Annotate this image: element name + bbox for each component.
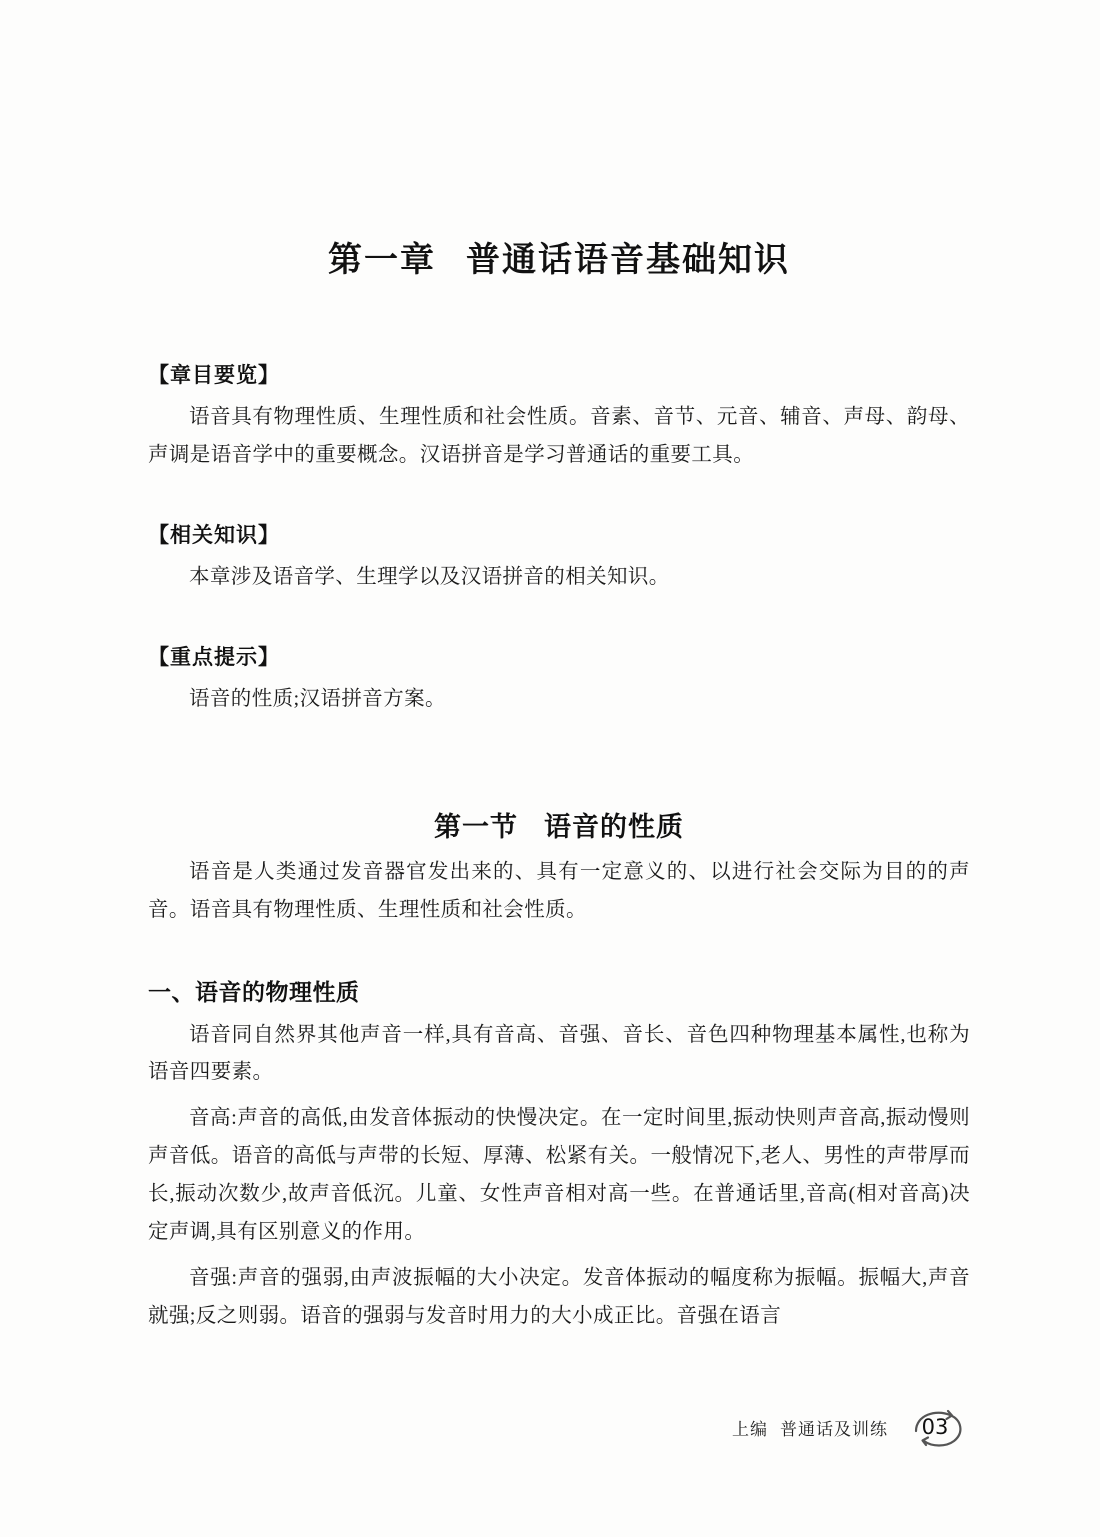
page-footer: [732, 1401, 972, 1453]
paragraph-1: 语音同自然界其他声音一样,具有音高、音强、音长、音色四种物理基本属性,也称为语音四要素。: [148, 1023, 970, 1084]
chapter-title-prefix: 第一章: [328, 240, 436, 280]
key-points-heading: 【重点提示】: [148, 644, 280, 669]
paragraph-3: 音强:声音的强弱,由声波振幅的大小决定。发音体振动的幅度称为振幅。振幅大,声音就强;反之则弱。语音的强弱与发音时用力的大小成正比。音强在语言: [148, 1267, 970, 1327]
chapter-title: [148, 232, 970, 281]
key-points-paragraph: 语音的性质;汉语拼音方案。: [189, 687, 446, 710]
section-lead-paragraph: 语音是人类通过发音器官发出来的、具有一定意义的、以进行社会交际为目的的声音。语音具有物理性质、生理性质和社会性质。: [148, 860, 970, 921]
section-title-main: 语音的性质: [544, 811, 684, 843]
footer-book-label: 普通话及训练: [780, 1419, 888, 1440]
section-title-prefix: 第一节: [434, 811, 518, 843]
chapter-title-main: 普通话语音基础知识: [466, 240, 790, 280]
footer-label: [732, 1415, 888, 1440]
related-knowledge-heading: 【相关知识】: [148, 522, 280, 547]
footer-part-label: 上编: [732, 1419, 768, 1440]
page-number: 03: [921, 1415, 949, 1439]
page-content: [148, 0, 970, 1336]
paragraph-2: 音高:声音的高低,由发音体振动的快慢决定。在一定时间里,振动快则声音高,振动慢则声音低。语音的高低与声带的长短、厚薄、松紧有关。一般情况下,老人、男性的声带厚而长,振动次数少,故声音低沉。儿童、女性声音相对高一些。在普通话里,音高(相对音高)决定声调,具有区别意义的作用。: [148, 1107, 970, 1244]
related-knowledge-paragraph: 本章涉及语音学、生理学以及汉语拼音的相关知识。: [189, 565, 670, 588]
page-number-badge: [902, 1401, 972, 1453]
subsection-heading-physical: 一、语音的物理性质: [148, 979, 360, 1006]
section-title: [148, 805, 970, 844]
overview-heading: 【章目要览】: [148, 363, 280, 387]
overview-paragraph: 语音具有物理性质、生理性质和社会性质。音素、音节、元音、辅音、声母、韵母、声调是语音学中的重要概念。汉语拼音是学习普通话的重要工具。: [148, 406, 970, 466]
